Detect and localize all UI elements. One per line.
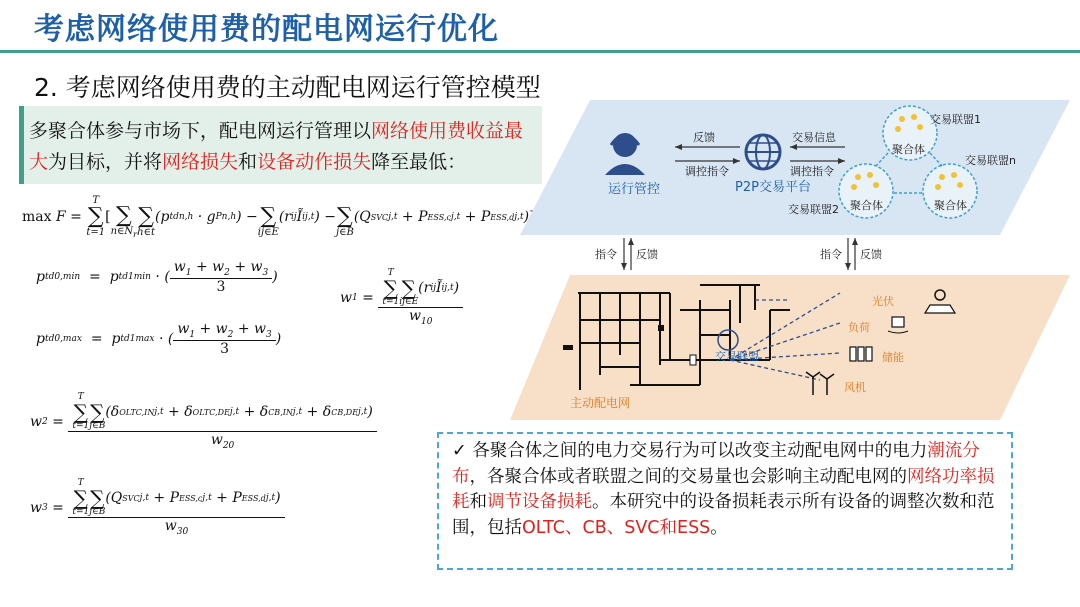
objective-formula: max F = T ∑ t=1 [ ∑ $n\in N_r$ ∑ h∈t (p tdn,h · g P n,h ) − ∑ ij∈E (r ij Ĩ ij,t ) − ∑ j∈B (Q SVC j,t + P ESS,c j,t + P ESS,d j,t ) (22, 195, 530, 239)
alliance-2-label: 交易联盟2 (788, 203, 839, 216)
arrow-head (628, 238, 634, 245)
bullet-part-2: ，各聚合体或者联盟之间的交易量也会影响主动配电网的 (469, 466, 907, 487)
bullet-part-3: 和 (469, 492, 487, 512)
alliance-1-label: 交易联盟1 (930, 113, 981, 126)
dispatch-label-left: 调控指令 (685, 165, 729, 178)
w2-formula: w 2 = T ∑ t=1 ∑ j∈B (δ OLTC,IN j,t + δ OLTC,DE j,t + δ CB,IN j,t + δ CB,DE j,t ) $w_{20}$ (30, 386, 377, 458)
dispatch-label-right: 调控指令 (790, 165, 834, 178)
callout-highlight-3: 设备动作损失 (257, 151, 372, 173)
aggregator-right-label: 聚合体 (934, 199, 967, 212)
ops-label: 运行管控 (608, 182, 661, 197)
network-label: 主动配电网 (570, 396, 631, 410)
callout-part-3: 和 (238, 151, 258, 173)
bullet-part-1: 各聚合体之间的电力交易行为可以改变主动配电网中的电力 (472, 441, 928, 461)
bullet-part-4: 。本研究中的设备损耗表示所有设备的调整次数和范围，包括 (452, 492, 995, 538)
page-title: 考虑网络使用费的配电网运行优化 (34, 12, 499, 47)
switch-marker (658, 325, 664, 331)
trade-alliance-label: 交易联盟 (715, 350, 759, 363)
title-divider (0, 50, 1080, 53)
storage-label: 储能 (882, 351, 904, 364)
bullet-highlight-3: 调节设备损耗 (487, 492, 592, 512)
w3-formula: w 3 = T ∑ t=1 ∑ j∈B (Q SVC j,t + P ESS,c j,t + P ESS,d j,t ) $w_{30}$ (30, 472, 285, 544)
pv-label: 光伏 (872, 295, 894, 308)
ptd-max-formula: p td0,max = p td1max · ( $\frac{w_1 + w_2 + w_3}{3}$ ) (36, 321, 282, 357)
switch-marker (563, 345, 573, 350)
callout-part-2: 为目标，并将 (48, 151, 163, 173)
system-diagram (500, 95, 1080, 425)
w1-formula: w 1 = T ∑ t=1 ∑ ij∈E (r ij Ĩ ij,t ) $w_{10}$ (340, 262, 463, 334)
callout-part-4: 降至最低： (371, 151, 467, 173)
trade-info-label: 交易信息 (792, 131, 836, 144)
bullet-highlight-2: 网络功率损耗 (452, 466, 995, 512)
wind-label: 风机 (844, 381, 866, 394)
arrow-head (621, 263, 627, 270)
feedback-label-top: 反馈 (693, 131, 715, 144)
check-icon: ✓ (452, 441, 467, 461)
callout-text (29, 116, 534, 178)
callout-part-1: 多聚合体参与市场下，配电网运行管理以 (29, 120, 372, 142)
bullet-highlight-4: OLTC、CB、SVC和ESS (522, 517, 711, 538)
load-label: 负荷 (848, 321, 870, 334)
bullet-text (452, 439, 1000, 541)
storage-icon (850, 347, 872, 361)
switch-marker (690, 355, 696, 365)
instruction-label-left: 指令 (595, 248, 617, 261)
section-subtitle: 2. 考虑网络使用费的主动配电网运行管控模型 (34, 73, 541, 102)
feedback-label-right: 反馈 (860, 248, 882, 261)
instruction-label-right: 指令 (820, 248, 842, 261)
bullet-part-5: 。 (710, 517, 728, 538)
aggregator-top-label: 聚合体 (892, 143, 925, 156)
ptd-min-formula: p td0,min = p td1min · ( $\frac{w_1 + w_2 + w_3}{3}$ ) (36, 259, 278, 295)
callout-highlight-1: 网络使用费收益最大 (29, 120, 524, 173)
alliance-n-label: 交易联盟n (965, 154, 1016, 167)
bullet-highlight-1: 潮流分布 (452, 441, 980, 487)
aggregator-left-label: 聚合体 (850, 199, 883, 212)
arrow-head (845, 263, 851, 270)
arrow-head (852, 238, 858, 245)
callout-highlight-2: 网络损失 (162, 151, 239, 173)
feedback-label-left: 反馈 (636, 248, 658, 261)
platform-label: P2P交易平台 (735, 180, 811, 195)
